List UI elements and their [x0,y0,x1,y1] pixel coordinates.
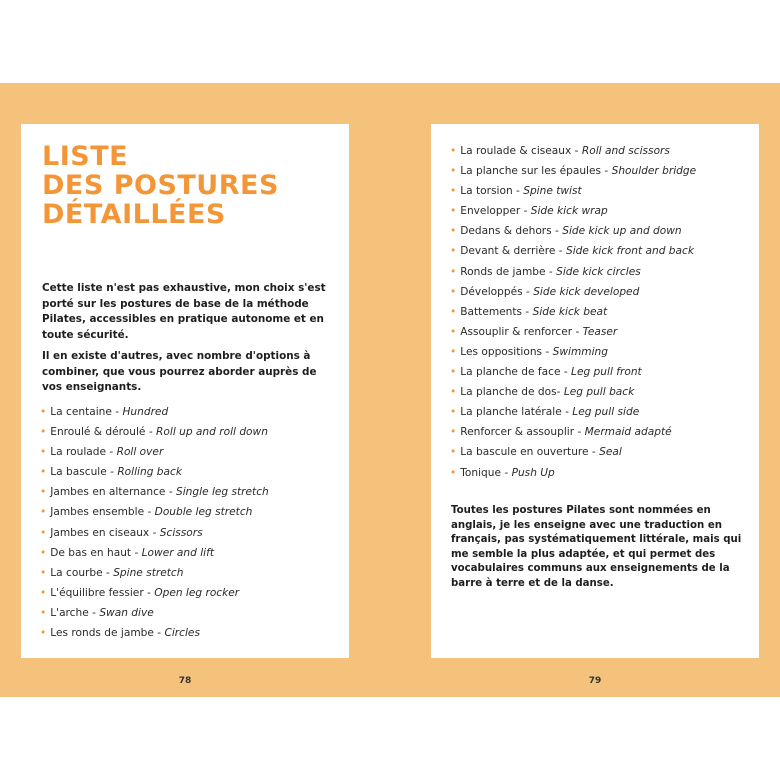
posture-item [450,402,696,422]
posture-french-name: La planche sur les épaules [460,165,602,178]
posture-item [450,262,696,282]
posture-separator: - [501,466,512,479]
posture-english-name: Roll over [116,446,164,459]
posture-english-name: Side kick developed [533,285,640,298]
posture-english-name: Leg pull side [572,406,640,419]
posture-list [450,141,696,483]
posture-item [450,422,696,442]
posture-english-name: Mermaid adapté [584,426,672,439]
book-spread [0,83,780,697]
bullet-icon: • [40,506,47,519]
bullet-icon: • [40,586,47,599]
posture-french-name: Les ronds de jambe [50,627,154,640]
title-line: LISTE [42,141,129,172]
bullet-icon: • [450,406,457,419]
posture-separator: - [143,586,155,599]
posture-item [450,141,696,161]
bullet-icon: • [40,406,47,418]
posture-item [450,382,696,402]
posture-english-name: Roll and scissors [581,145,670,157]
posture-french-name: Jambes en alternance [50,486,166,499]
posture-english-name: Leg pull back [563,386,635,399]
posture-english-name: Leg pull front [571,366,642,379]
posture-english-name: Seal [599,446,622,459]
bullet-icon: • [40,526,47,539]
posture-item [40,583,269,603]
bullet-icon: • [450,366,457,379]
bullet-icon: • [450,165,457,178]
posture-separator: - [551,225,563,238]
bullet-icon: • [40,566,47,579]
posture-english-name: Side kick front and back [566,245,694,258]
bullet-icon: • [450,145,457,157]
posture-french-name: Battements [460,305,523,318]
posture-english-name: Swimming [552,345,608,358]
posture-french-name: De bas en haut [50,546,132,559]
posture-item [40,603,269,623]
posture-item [40,482,269,502]
posture-english-name: Shoulder bridge [611,165,697,178]
bullet-icon: • [450,426,457,439]
posture-english-name: Single leg stretch [176,486,269,499]
left-page [21,124,349,658]
posture-separator: - [522,305,533,318]
posture-english-name: Scissors [159,526,203,539]
posture-english-name: Swan dive [99,606,154,619]
bullet-icon: • [450,225,457,238]
bullet-icon: • [40,466,47,479]
posture-separator: - [145,426,157,439]
posture-french-name: La planche latérale [460,406,562,419]
posture-separator: - [556,386,564,399]
posture-item [40,623,269,643]
posture-separator: - [149,526,160,539]
posture-item [450,221,696,241]
posture-item [450,463,696,483]
posture-french-name: La planche de face [460,366,561,379]
posture-french-name: La courbe [50,566,103,579]
bullet-icon: • [40,546,47,559]
posture-french-name: L'équilibre fessier [50,586,144,599]
bullet-icon: • [40,426,47,439]
posture-item [450,322,696,342]
posture-item [40,543,269,563]
posture-french-name: La roulade [50,446,107,459]
bullet-icon: • [450,325,457,338]
posture-french-name: La centaine [50,406,112,418]
posture-separator: - [560,366,572,379]
posture-separator: - [165,486,177,499]
posture-french-name: Développés [460,285,523,298]
posture-separator: - [520,205,531,218]
posture-french-name: L'arche [50,606,89,619]
bullet-icon: • [40,606,47,619]
posture-french-name: Devant & derrière [460,245,559,258]
posture-french-name: La bascule en ouverture [460,446,589,459]
posture-separator: - [572,325,583,338]
posture-separator: - [522,285,534,298]
posture-separator: - [153,627,165,640]
posture-item [450,362,696,382]
posture-item [40,502,269,522]
posture-french-name: Enroulé & déroulé [50,426,146,439]
posture-english-name: Teaser [582,325,618,338]
posture-item [450,241,696,261]
posture-separator: - [574,426,585,439]
posture-english-name: Side kick beat [532,305,608,318]
posture-separator: - [111,406,123,418]
posture-separator: - [558,245,566,258]
page-title [42,142,279,229]
bullet-icon: • [450,285,457,298]
posture-item [40,523,269,543]
bullet-icon: • [450,245,457,258]
posture-item [40,422,269,442]
posture-english-name: Spine stretch [113,566,184,579]
posture-english-name: Rolling back [117,466,182,479]
posture-item [40,563,269,583]
posture-separator: - [588,446,600,459]
title-line: DES POSTURES [42,170,279,201]
posture-item [450,302,696,322]
posture-french-name: Envelopper [460,205,521,218]
posture-separator: - [512,185,524,198]
posture-item [40,402,269,422]
posture-separator: - [102,566,114,579]
posture-item [450,161,696,181]
page-number: 78 [178,676,192,686]
posture-english-name: Side kick up and down [562,225,682,238]
posture-separator: - [601,165,612,178]
posture-french-name: Renforcer & assouplir [460,426,575,439]
posture-english-name: Open leg rocker [154,586,240,599]
bullet-icon: • [40,486,47,499]
posture-french-name: Les oppositions [460,345,543,358]
bullet-icon: • [450,205,457,218]
posture-english-name: Spine twist [523,185,582,198]
posture-separator: - [542,345,553,358]
bullet-icon: • [450,305,457,318]
posture-separator: - [106,446,117,459]
bullet-icon: • [40,446,47,459]
posture-english-name: Side kick wrap [530,205,608,218]
posture-item [40,442,269,462]
posture-english-name: Circles [164,627,200,640]
posture-separator: - [545,265,557,278]
posture-item [450,442,696,462]
posture-french-name: La bascule [50,466,107,479]
posture-english-name: Hundred [122,406,169,418]
closing-paragraph: Toutes les postures Pilates sont nommées en anglais, je les enseigne avec une traduction en français, pas systématiquement littérale, mais qui me semble la plus adaptée, et qui permet des vocabulaires communs aux enseignements de la barre à terre et de la danse. [451,505,742,589]
bullet-icon: • [450,466,457,479]
posture-french-name: Ronds de jambe [460,265,546,278]
posture-item [40,462,269,482]
posture-list [40,402,269,643]
posture-separator: - [571,145,582,157]
posture-french-name: Jambes en ciseaux [50,526,150,539]
posture-english-name: Double leg stretch [154,506,253,519]
posture-french-name: La torsion [460,185,513,198]
posture-french-name: La planche de dos [460,386,557,399]
posture-english-name: Side kick circles [556,265,641,278]
right-page [431,124,759,658]
page-number: 79 [588,676,602,686]
posture-item [450,282,696,302]
bullet-icon: • [450,446,457,459]
posture-separator: - [561,406,573,419]
bullet-icon: • [450,345,457,358]
bullet-icon: • [450,265,457,278]
posture-item [450,201,696,221]
posture-french-name: Dedans & dehors [460,225,552,238]
posture-separator: - [88,606,100,619]
posture-separator: - [131,546,142,559]
posture-english-name: Lower and lift [141,546,214,559]
posture-french-name: Jambes ensemble [50,506,145,519]
bullet-icon: • [450,185,457,198]
posture-english-name: Roll up and roll down [156,426,268,439]
posture-english-name: Push Up [511,466,555,479]
bullet-icon: • [450,386,457,399]
posture-french-name: La roulade & ciseaux [460,145,572,157]
posture-french-name: Assouplir & renforcer [460,325,573,338]
posture-item [450,181,696,201]
intro-paragraph: Cette liste n'est pas exhaustive, mon choix s'est porté sur les postures de base de la méthode Pilates, accessibles en pratique autonome et en toute sécurité. [42,282,326,341]
posture-separator: - [144,506,155,519]
bullet-icon: • [40,627,47,640]
intro-paragraph: Il en existe d'autres, avec nombre d'options à combiner, que vous pourrez aborder auprès de vos enseignants. [42,350,317,393]
posture-separator: - [106,466,118,479]
posture-item [450,342,696,362]
title-line: DÉTAILLÉES [42,199,226,230]
posture-french-name: Tonique [460,466,502,479]
